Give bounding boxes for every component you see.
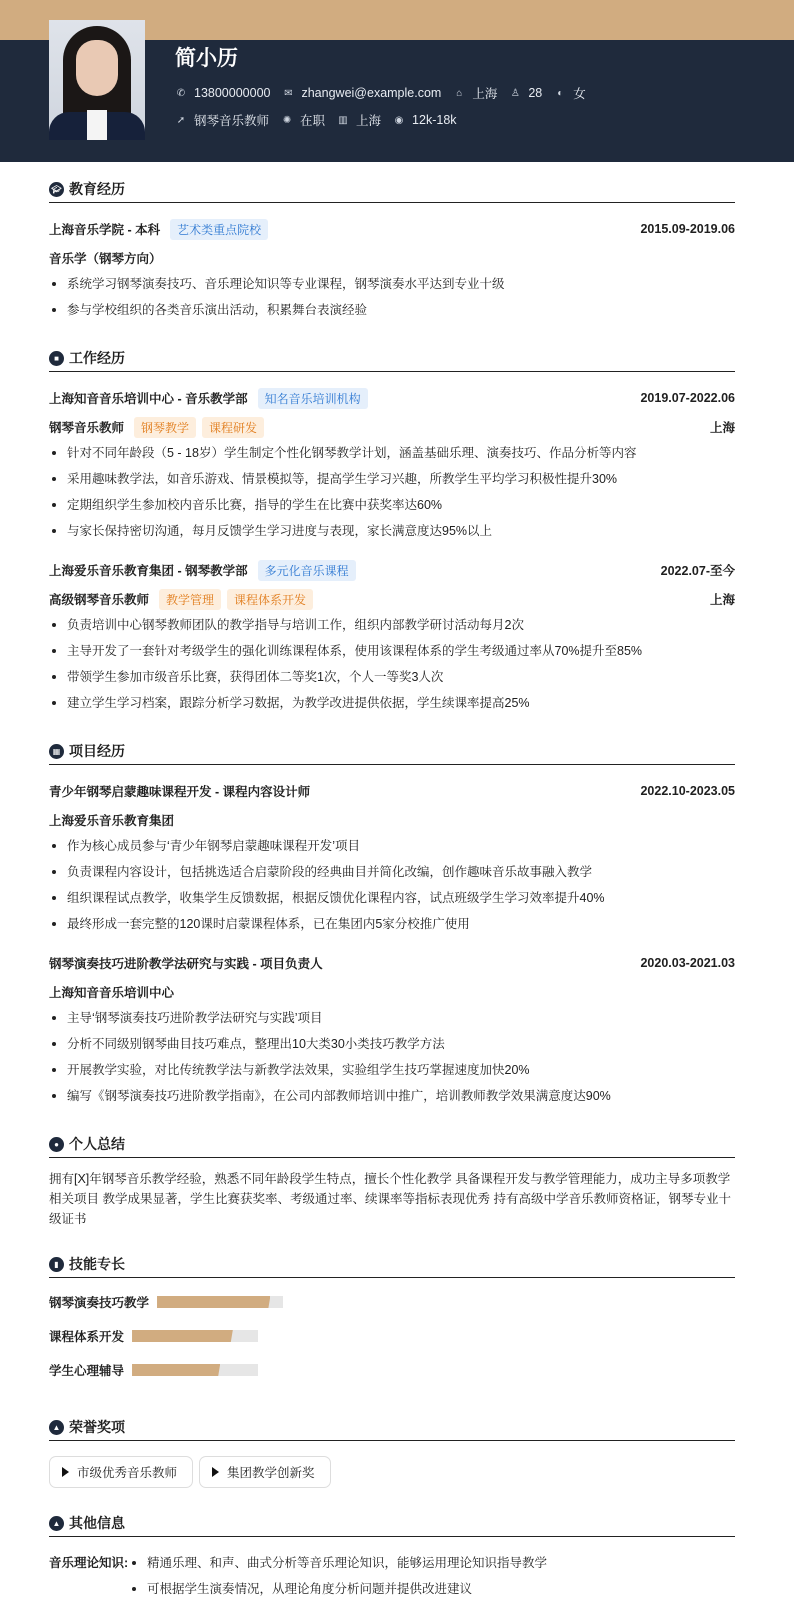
salary: 12k-18k xyxy=(412,113,457,127)
mail-icon: ✉ xyxy=(284,87,293,99)
skill-name: 学生心理辅导 xyxy=(49,1364,125,1378)
section-title: 教育经历 xyxy=(69,181,125,197)
work-section xyxy=(49,345,735,716)
honors-section xyxy=(49,1414,735,1488)
info-icon: ▲ xyxy=(49,1516,64,1531)
list-item: 开展教学实验，对比传统教学法与新教学法效果，实验组学生技巧掌握速度加快20% xyxy=(49,1057,735,1083)
target-position: 钢琴音乐教师 xyxy=(194,114,270,128)
skills-section xyxy=(49,1251,735,1392)
list-item: 主导开发了一套针对考级学生的强化训练课程体系，使用该课程体系的学生考级通过率从70%提升至85% xyxy=(49,638,735,664)
graduation-cap-icon: 🎓︎ xyxy=(49,182,64,197)
date: 2019.07-2022.06 xyxy=(640,391,735,405)
list-item: 负责培训中心钢琴教师团队的教学指导与培训工作，组织内部教学研讨活动每月2次 xyxy=(49,612,735,638)
skill-bar-fill xyxy=(132,1330,233,1342)
phone: 13800000000 xyxy=(194,86,271,100)
work-location: 上海 xyxy=(709,593,735,607)
company-tag: 多元化音乐课程 xyxy=(258,560,356,581)
section-title: 个人总结 xyxy=(69,1136,125,1152)
list-item: 采用趣味教学法，如音乐游戏、情景模拟等，提高学生学习兴趣，所教学生平均学习积极性提升30% xyxy=(49,466,735,492)
school-name: 上海音乐学院 - 本科 xyxy=(49,223,161,237)
award-icon: ▲ xyxy=(49,1420,64,1435)
role-tag: 课程研发 xyxy=(202,417,264,438)
company-name: 上海爱乐音乐教育集团 - 钢琴教学部 xyxy=(49,564,248,578)
projects-section xyxy=(49,738,735,1109)
skill-bar xyxy=(157,1296,283,1308)
summary-section xyxy=(49,1131,735,1229)
date: 2022.07-至今 xyxy=(660,564,735,578)
skill-item xyxy=(49,1358,398,1382)
date: 2022.10-2023.05 xyxy=(640,784,735,798)
list-item: 定期组织学生参加校内音乐比赛，指导的学生在比赛中获奖率达60% xyxy=(49,492,735,518)
list-item: 带领学生参加市级音乐比赛，获得团体二等奖1次，个人一等奖3人次 xyxy=(49,664,735,690)
school-tag: 艺术类重点院校 xyxy=(170,219,268,240)
list-item: 组织课程试点教学，收集学生反馈数据，根据反馈优化课程内容，试点班级学生学习效率提升40% xyxy=(49,885,735,911)
company-tag: 知名音乐培训机构 xyxy=(258,388,368,409)
cake-icon: ♙ xyxy=(510,87,520,99)
section-title: 项目经历 xyxy=(69,743,125,759)
play-icon xyxy=(62,1467,69,1477)
list-item: 分析不同级别钢琴曲目技巧难点，整理出10大类30小类技巧教学方法 xyxy=(49,1031,735,1057)
list-item: 负责课程内容设计，包括挑选适合启蒙阶段的经典曲目并简化改编，创作趣味音乐故事融入教学 xyxy=(49,859,735,885)
skill-item xyxy=(49,1290,398,1314)
skill-name: 课程体系开发 xyxy=(49,1330,125,1344)
major: 音乐学（钢琴方向） xyxy=(49,252,162,266)
date: 2015.09-2019.06 xyxy=(640,222,735,236)
list-item: 作为核心成员参与‘青少年钢琴启蒙趣味课程开发’项目 xyxy=(49,833,735,859)
grid-icon: ▦ xyxy=(49,744,64,759)
role-tag: 钢琴教学 xyxy=(134,417,196,438)
target-city: 上海 xyxy=(356,114,382,128)
skill-bar-fill xyxy=(132,1364,220,1376)
list-item: 建立学生学习档案，跟踪分析学习数据，为教学改进提供依据，学生续课率提高25% xyxy=(49,690,735,716)
contact-row-2 xyxy=(175,111,469,129)
other-label: 音乐理论知识: xyxy=(49,1556,129,1570)
gender-icon: ◐ xyxy=(557,87,564,99)
bar-chart-icon: ▮ xyxy=(49,1257,64,1272)
list-item: 参与学校组织的各类音乐演出活动，积累舞台表演经验 xyxy=(49,297,735,323)
role-tag: 教学管理 xyxy=(159,589,221,610)
email: zhangwei@example.com xyxy=(301,86,442,100)
salary-icon: ◉ xyxy=(394,114,404,126)
summary-text: 拥有[X]年钢琴音乐教学经验，熟悉不同年龄段学生特点，擅长个性化教学 具备课程开发与教学管理能力，成功主导多项教学相关项目 教学成果显著，学生比赛获奖率、考级通过率、续课率等指标表现优秀 持有高级中学音乐教师资格证，钢琴专业十级证书 xyxy=(49,1172,731,1226)
project-name: 青少年钢琴启蒙趣味课程开发 - 课程内容设计师 xyxy=(49,785,311,799)
list-item: 最终形成一套完整的120课时启蒙课程体系，已在集团内5家分校推广使用 xyxy=(49,911,735,937)
play-icon xyxy=(212,1467,219,1477)
candidate-name: 简小历 xyxy=(175,47,238,70)
date: 2020.03-2021.03 xyxy=(640,956,735,970)
honor-label: 市级优秀音乐教师 xyxy=(77,1466,178,1480)
location: 上海 xyxy=(472,87,498,101)
gender: 女 xyxy=(573,87,586,101)
list-item: 编写《钢琴演奏技巧进阶教学指南》，在公司内部教师培训中推广，培训教师教学效果满意度达90% xyxy=(49,1083,735,1109)
job-status: 在职 xyxy=(300,114,326,128)
project-org: 上海知音音乐培训中心 xyxy=(49,986,175,1000)
skill-name: 钢琴演奏技巧教学 xyxy=(49,1296,150,1310)
section-title: 技能专长 xyxy=(69,1256,125,1272)
role: 钢琴音乐教师 xyxy=(49,421,125,435)
home-icon: ⌂ xyxy=(456,87,463,99)
contact-row-1 xyxy=(175,84,598,102)
work-location: 上海 xyxy=(709,421,735,435)
honor-chip xyxy=(49,1456,193,1488)
building-icon: ▥ xyxy=(338,114,348,126)
section-title: 其他信息 xyxy=(69,1515,125,1531)
role: 高级钢琴音乐教师 xyxy=(49,593,150,607)
education-section xyxy=(49,176,735,323)
other-section xyxy=(49,1510,735,1602)
list-item: 精通乐理、和声、曲式分析等音乐理论知识，能够运用理论知识指导教学 xyxy=(129,1550,547,1576)
list-item: 主导‘钢琴演奏技巧进阶教学法研究与实践’项目 xyxy=(49,1005,735,1031)
user-icon: ● xyxy=(49,1137,64,1152)
section-title: 工作经历 xyxy=(69,350,125,366)
list-item: 系统学习钢琴演奏技巧、音乐理论知识等专业课程，钢琴演奏水平达到专业十级 xyxy=(49,271,735,297)
honor-label: 集团教学创新奖 xyxy=(227,1466,315,1480)
section-title: 荣誉奖项 xyxy=(69,1419,125,1435)
project-name: 钢琴演奏技巧进阶教学法研究与实践 - 项目负责人 xyxy=(49,957,323,971)
skill-item xyxy=(49,1324,398,1348)
status-icon: ✺ xyxy=(282,114,292,126)
skill-bar-fill xyxy=(157,1296,270,1308)
briefcase-icon: ■ xyxy=(49,351,64,366)
list-item: 针对不同年龄段（5 - 18岁）学生制定个性化钢琴教学计划，涵盖基础乐理、演奏技巧、作品分析等内容 xyxy=(49,440,735,466)
age: 28 xyxy=(528,86,543,100)
profile-photo xyxy=(49,20,145,140)
skill-bar xyxy=(132,1364,258,1376)
role-tag: 课程体系开发 xyxy=(227,589,313,610)
send-icon: ➚ xyxy=(176,114,186,126)
skill-bar xyxy=(132,1330,258,1342)
company-name: 上海知音音乐培训中心 - 音乐教学部 xyxy=(49,392,248,406)
project-org: 上海爱乐音乐教育集团 xyxy=(49,814,175,828)
honor-chip xyxy=(199,1456,331,1488)
list-item: 与家长保持密切沟通，每月反馈学生学习进度与表现，家长满意度达95%以上 xyxy=(49,518,735,544)
phone-icon: ✆ xyxy=(176,87,186,99)
list-item: 可根据学生演奏情况，从理论角度分析问题并提供改进建议 xyxy=(129,1576,547,1602)
